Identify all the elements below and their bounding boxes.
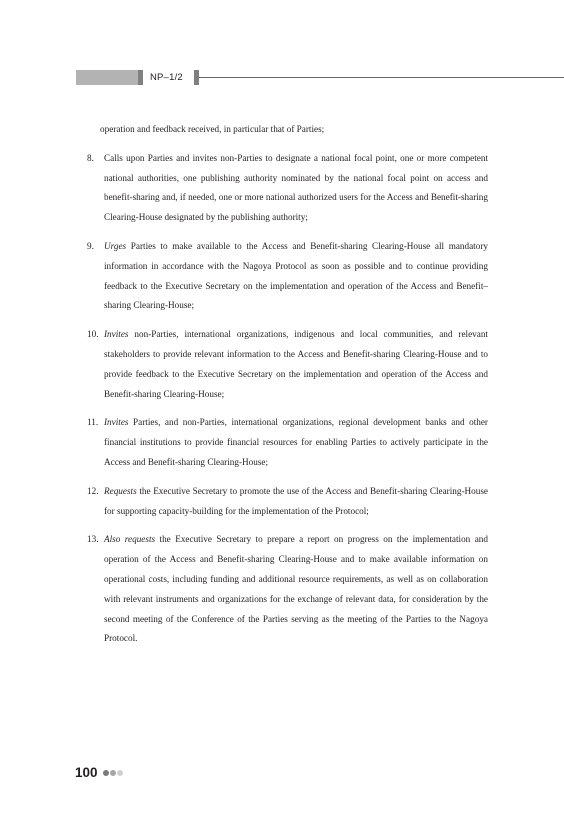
paragraph-11 — [87, 413, 488, 472]
paragraph-continuation — [87, 120, 488, 140]
paragraph-text: non-Parties, international organizations, indigenous and local communities, and relevant stakeholders to provide relevant information to the Access and Benefit-sharing Clearing-House and to provide feedback to the Executive Secretary on the implementation and operation of the Access and Benefit-sharing Clearing-House; — [104, 329, 488, 399]
paragraph-body — [104, 417, 488, 467]
paragraph-text: Parties, and non-Parties, international organizations, regional development banks and other financial institutions to provide financial resources for enabling Parties to actively participate in the Access and Benefit-sharing Clearing-House; — [104, 417, 488, 467]
paragraph-lead-verb: Urges — [104, 240, 127, 251]
header-rule — [199, 77, 564, 78]
paragraph-8 — [87, 149, 488, 228]
paragraph-12 — [87, 482, 488, 522]
paragraph-number: 9. — [87, 240, 94, 251]
paragraph-number: 8. — [87, 152, 94, 163]
paragraph-number: 13. — [87, 534, 99, 545]
paragraph-lead-verb: Requests — [104, 485, 137, 496]
paragraph-13 — [87, 530, 488, 649]
paragraph-text: Parties to make available to the Access and Benefit-sharing Clearing-House all mandatory information in accordance with the Nagoya Protocol as soon as possible and to continue providing feedback to the Executive Secretary on the implementation and operation of the Access and Benefit–sharing Clearing-House; — [104, 240, 488, 311]
paragraph-number: 10. — [87, 329, 99, 340]
footer-dot-icon — [117, 770, 123, 776]
footer-dot-icon — [103, 770, 109, 776]
paragraph-body — [104, 241, 488, 310]
paragraph-lead-verb: Also requests — [104, 534, 156, 545]
document-code: NP–1/2 — [150, 72, 183, 83]
paragraph-10 — [87, 325, 488, 404]
footer-dot-icon — [110, 770, 116, 776]
paragraph-lead-verb: Invites — [104, 329, 129, 340]
paragraph-text: the Executive Secretary to prepare a report on progress on the implementation and operation of the Access and Benefit-sharing Clearing-House and to make available information on operational costs, including funding and additional resource requirements, as well as on collaboration with relevant instruments and organizations for the exchange of relevant data, for consideration by the second meeting of the Conference of the Parties serving as the meeting of the Parties to the Nagoya Protocol. — [104, 534, 488, 644]
paragraph-text: operation and feedback received, in particular that of Parties; — [100, 124, 325, 134]
paragraph-lead-verb: Invites — [104, 417, 129, 428]
paragraph-number: 11. — [87, 417, 99, 428]
page-number: 100 — [75, 765, 98, 780]
paragraph-9 — [87, 237, 488, 316]
document-body — [87, 120, 488, 658]
paragraph-body — [104, 329, 488, 398]
header-left-marker — [138, 70, 143, 85]
paragraph-text: the Executive Secretary to promote the use of the Access and Benefit-sharing Clearing-House for supporting capacity-building for the implementation of the Protocol; — [104, 485, 488, 516]
header-gray-bar — [76, 70, 138, 85]
paragraph-body — [104, 486, 488, 516]
paragraph-text: Calls upon Parties and invites non-Parties to designate a national focal point, one or more competent national authorities, one publishing authority nominated by the national focal point on access and benefit-sharing and, if needed, one or more national authorized users for the Access and Benefit-sharing Clearing-House designated by the publishing authority; — [104, 152, 488, 223]
paragraph-number: 12. — [87, 485, 99, 496]
paragraph-body — [104, 534, 488, 643]
